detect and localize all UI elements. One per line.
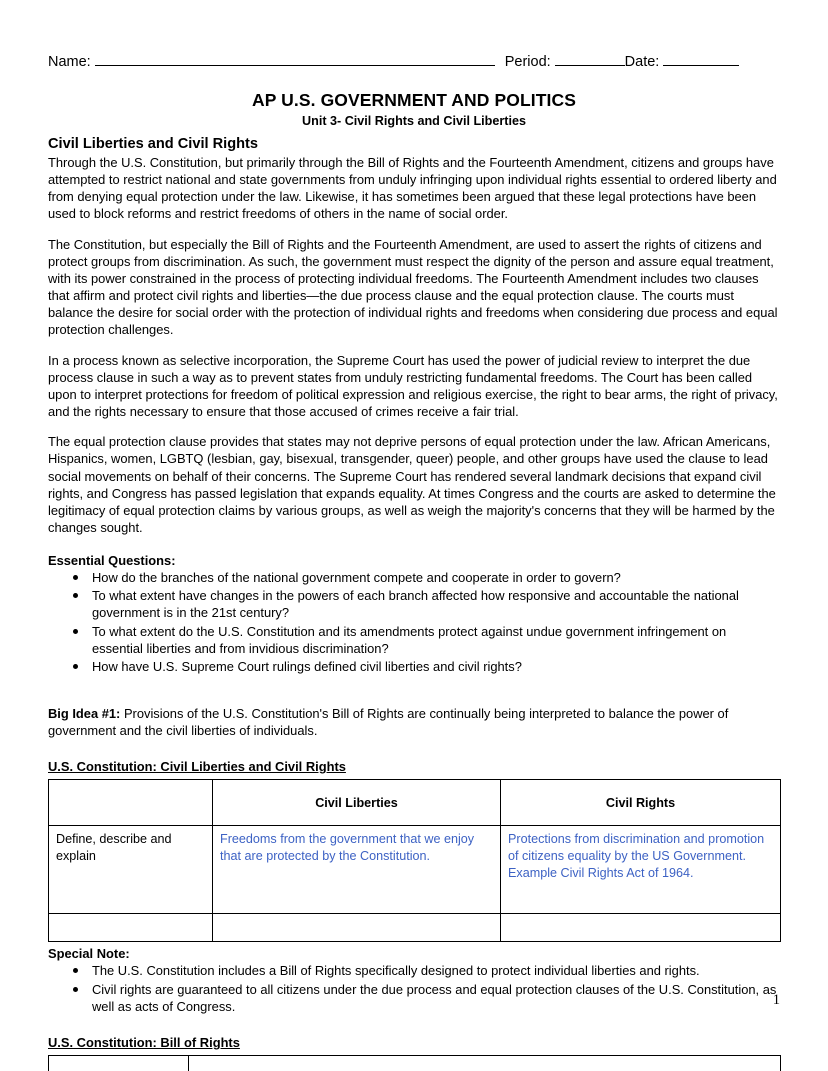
table-cell-civil-liberties-empty[interactable] <box>213 914 501 942</box>
document-title: AP U.S. GOVERNMENT AND POLITICS <box>252 90 576 110</box>
body-paragraph-2: The Constitution, but especially the Bill of Rights and the Fourteenth Amendment, are used to assert the rights of citizens and protect groups from discrimination. As such, the government must respect the dignity of the person and assure equal treatment, with its power constrained in the process of protecting individual freedoms. The Fourteenth Amendment includes two clauses that affirm and protect civil rights and liberties—the due process clause and the equal protection clause. The courts must balance the desire for social order with the protection of individual rights and freedoms when considering due process and equal protection challenges. <box>48 236 778 338</box>
body-paragraph-1: Through the U.S. Constitution, but primarily through the Bill of Rights and the Fourteenth Amendment, citizens and groups have attempted to restrict national and state governments from unduly infringing upon individual rights essential to ordered liberty and from denying equal protection under the law. Likewise, it has sometimes been argued that these legal protections have been used to block reforms and restrict freedoms of others in the name of social order. <box>48 155 777 222</box>
bill-of-rights-table <box>48 1055 781 1071</box>
list-item: How have U.S. Supreme Court rulings defined civil liberties and civil rights? <box>48 658 780 675</box>
big-idea-block <box>48 705 780 739</box>
student-info-bar <box>48 52 780 70</box>
date-input-line[interactable] <box>663 52 739 66</box>
table-cell-right-empty[interactable] <box>189 1055 781 1071</box>
table-two-heading: U.S. Constitution: Bill of Rights <box>48 1034 240 1050</box>
list-item: How do the branches of the national government compete and cooperate in order to govern? <box>48 569 780 586</box>
list-item: Civil rights are guaranteed to all citizens under the due process and equal protection clauses of the U.S. Constitution, as well as acts of Congress. <box>48 981 780 1015</box>
special-note-label: Special Note: <box>48 946 130 962</box>
date-label: Date: <box>624 54 660 70</box>
section-heading: Civil Liberties and Civil Rights <box>48 136 259 152</box>
name-label: Name: <box>48 54 91 70</box>
body-paragraph-4: The equal protection clause provides that states may not deprive persons of equal protection under the law. African Americans, Hispanics, women, LGBTQ (lesbian, gay, bisexual, transgender, queer) people, and other groups have used the clause to lead social movements on behalf of their concerns. The Supreme Court has rendered several landmark decisions that expand civil rights, and Congress has passed legislation that expands equality. At times Congress and the courts are asked to determine the legitimacy of equal protection claims by various groups, as well as weigh the majority's concerns that they will be harmed by the changes sought. <box>48 434 776 535</box>
table-cell-prompt-empty[interactable] <box>49 914 213 942</box>
table-row <box>49 914 781 942</box>
table-row <box>49 826 781 914</box>
table-one-heading: U.S. Constitution: Civil Liberties and Civil Rights <box>48 759 346 775</box>
essential-questions-list <box>48 569 780 675</box>
list-item: To what extent do the U.S. Constitution and its amendments protect against undue government infringement on essential liberties and from invidious discrimination? <box>48 623 780 657</box>
essential-questions-label: Essential Questions: <box>48 553 176 569</box>
big-idea-label: Big Idea #1: <box>48 706 121 722</box>
body-paragraph-3: In a process known as selective incorporation, the Supreme Court has used the power of judicial review to interpret the due process clause in such a way as to prevent states from unduly restricting fundamental freedoms. The Court has been called upon to interpret protections for freedom of political expression and religious exercise, the right to bear arms, the right of privacy, and the rights necessary to ensure that those accused of crimes receive a fair trial. <box>48 352 778 420</box>
list-item: The U.S. Constitution includes a Bill of Rights specifically designed to protect individual liberties and rights. <box>48 962 780 979</box>
table-cell-prompt: Define, describe and explain <box>49 826 213 914</box>
table-header-row <box>49 780 781 826</box>
name-input-line[interactable] <box>95 52 495 66</box>
table-row <box>49 1055 781 1071</box>
table-col-header-civil-liberties: Civil Liberties <box>213 780 501 826</box>
table-cell-civil-rights-empty[interactable] <box>501 914 781 942</box>
table-col-header-civil-rights: Civil Rights <box>501 780 781 826</box>
period-input-line[interactable] <box>555 52 625 66</box>
table-cell-civil-liberties-answer[interactable]: Freedoms from the government that we enjoy that are protected by the Constitution. <box>213 826 501 914</box>
civil-liberties-rights-table <box>48 779 781 942</box>
special-note-list <box>48 962 780 1014</box>
list-item: To what extent have changes in the powers of each branch affected how responsive and accountable the national government is in the 21st century? <box>48 587 780 621</box>
page-number: 1 <box>772 992 780 1008</box>
big-idea-text: Provisions of the U.S. Constitution's Bill of Rights are continually being interpreted to balance the power of government and the civil liberties of individuals. <box>48 706 729 739</box>
document-subtitle: Unit 3- Civil Rights and Civil Liberties <box>302 114 526 128</box>
table-col-header-blank <box>49 780 213 826</box>
period-label: Period: <box>504 54 551 70</box>
table-cell-civil-rights-answer[interactable]: Protections from discrimination and promotion of citizens equality by the US Government. Example Civil Rights Act of 1964. <box>501 826 781 914</box>
table-cell-left-empty[interactable] <box>49 1055 189 1071</box>
